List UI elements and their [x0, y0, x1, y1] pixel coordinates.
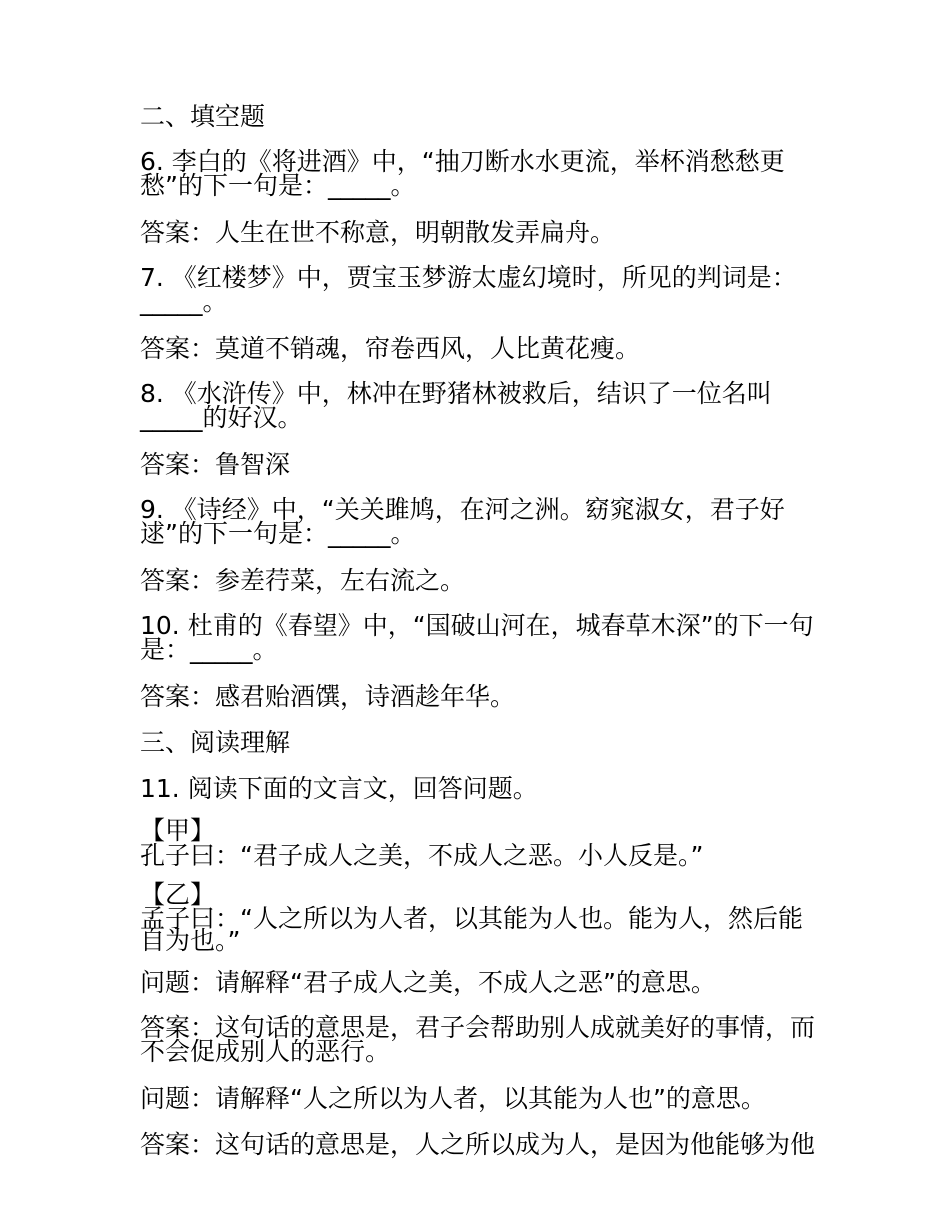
- question-8: 8. 《水浒传》中，林冲在野猪林被救后，结识了一位名叫_____的好汉。: [140, 379, 772, 432]
- answer-9: 答案：参差荇菜，左右流之。: [140, 566, 466, 595]
- question-11-sub-2: 问题：请解释“人之所以为人者，以其能为人也”的意思。: [140, 1084, 766, 1113]
- passage-b-text: 孟子曰：“人之所以为人者，以其能为人也。能为人，然后能自为也。”: [140, 904, 803, 955]
- answer-11-sub-2: 答案：这句话的意思是，人之所以成为人，是因为他能够为他: [140, 1130, 816, 1159]
- passage-b-label: 【乙】: [140, 880, 216, 909]
- question-6: 6. 李白的《将进酒》中，“抽刀断水水更流，举杯消愁愁更愁”的下一句是：_____。: [140, 147, 785, 200]
- question-11-prompt: 11. 阅读下面的文言文，回答问题。: [140, 774, 538, 803]
- section-heading-fill-in: 二、填空题: [140, 102, 266, 131]
- section-heading-reading: 三、阅读理解: [140, 728, 291, 757]
- question-7: 7. 《红楼梦》中，贾宝玉梦游太虚幻境时，所见的判词是：_____。: [140, 263, 797, 316]
- question-11-sub-1: 问题：请解释“君子成人之美，不成人之恶”的意思。: [140, 968, 716, 997]
- question-9: 9. 《诗经》中，“关关雎鸠，在河之洲。窈窕淑女，君子好逑”的下一句是：_____。: [140, 495, 785, 548]
- passage-a-label: 【甲】: [140, 816, 216, 845]
- document-page: [140, 100, 820, 1174]
- answer-8: 答案：鲁智深: [140, 450, 291, 479]
- answer-7: 答案：莫道不销魂，帘卷西风，人比黄花瘦。: [140, 334, 641, 363]
- answer-6: 答案：人生在世不称意，明朝散发弄扁舟。: [140, 218, 616, 247]
- passage-a-text: 孔子曰：“君子成人之美，不成人之恶。小人反是。”: [140, 841, 704, 870]
- answer-10: 答案：感君贻酒馔，诗酒趁年华。: [140, 682, 516, 711]
- answer-11-sub-1: 答案：这句话的意思是，君子会帮助别人成就美好的事情，而不会促成别人的恶行。: [140, 1013, 816, 1066]
- question-10: 10. 杜甫的《春望》中，“国破山河在，城春草木深”的下一句是：_____。: [140, 611, 814, 664]
